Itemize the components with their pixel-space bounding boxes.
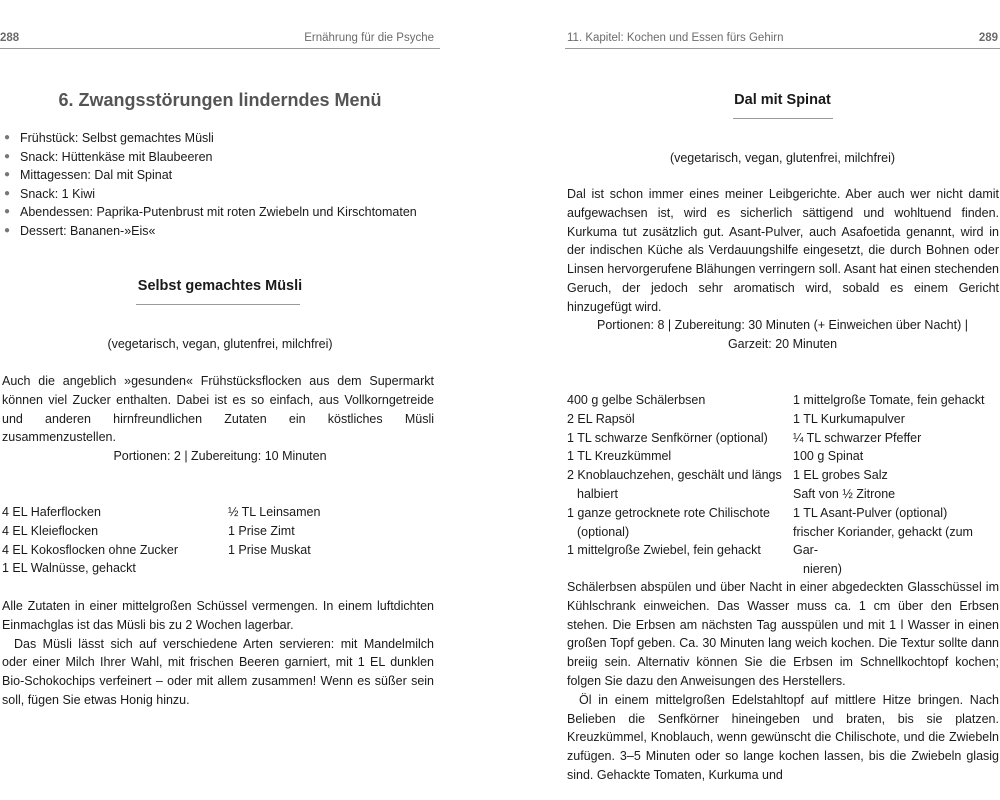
running-head: 11. Kapitel: Kochen und Essen fürs Gehirn <box>567 32 784 44</box>
list-item: ● Snack: 1 Kiwi <box>4 186 96 201</box>
recipe-instructions <box>567 578 999 785</box>
instruction-paragraph: Öl in einem mittelgroßen Edelstahltopf auf mittlere Hitze bringen. Nach Belieben die Senfkörner hineingeben und braten, bis sie platzen. Kreuzkümmel, Knoblauch, wenn gewünscht die Chilischote, und die Zwiebeln zufügen. 3–5 Minuten oder so lange kochen lassen, bis die Zwiebeln glasig sind. Gehackte Tomaten, Kurkuma und <box>567 692 999 782</box>
list-item: ● Frühstück: Selbst gemachtes Müsli <box>4 131 214 145</box>
ingredient: 1 Prise Zimt <box>228 523 295 538</box>
recipe-intro: Dal ist schon immer eines meiner Leibgerichte. Aber auch wer nicht damit aufgewachsen ist, wird es sicherlich sättigend und wohltuend finden. Kurkuma tut zusätzlich gut. Asant-Pulver, auch Asafoetida genannt, wird in der indischen Küche als Verdauungshilfe eingesetzt, die durch Bohnen oder Linsen hervorgerufene Blähungen verringern soll. Asant hat einen stechenden Geruch, der jedoch sehr aromatisch wird, sobald es einem Gericht hinzugefügt wird. <box>567 187 999 314</box>
left-page-header <box>0 28 440 49</box>
right-page <box>565 0 1000 800</box>
list-item: ● Dessert: Bananen-»Eis« <box>4 223 156 238</box>
ingredient: Saft von ½ Zitrone <box>793 486 896 501</box>
ingredient: 1 Prise Muskat <box>228 542 311 557</box>
page-number: 288 <box>0 32 20 44</box>
ingredient: 1 TL schwarze Senfkörner (optional) <box>567 430 768 445</box>
recipe-title: Selbst gemachtes Müsli <box>137 278 303 294</box>
ingredient: 1 TL Kreuzkümmel <box>567 449 672 464</box>
ingredient-list-right <box>228 503 438 559</box>
ingredient-list-right <box>793 391 1000 579</box>
ingredient: 4 EL Haferflocken <box>2 505 101 519</box>
recipe-title: Dal mit Spinat <box>734 92 831 108</box>
ingredient: 1 ganze getrocknete rote Chilischote <box>567 505 770 520</box>
menu-title: 6. Zwangsstörungen linderndes Menü <box>58 90 382 110</box>
ingredient: 1 EL grobes Salz <box>793 468 888 483</box>
ingredient: 4 EL Kleieflocken <box>2 523 99 538</box>
recipe-tags: (vegetarisch, vegan, glutenfrei, milchfrei) <box>669 151 896 165</box>
ingredient: 4 EL Kokosflocken ohne Zucker <box>2 542 179 557</box>
ingredient: frischer Koriander, gehackt (zum Gar- <box>793 524 973 558</box>
ingredient-continuation: (optional) <box>577 524 630 539</box>
left-page <box>0 0 440 800</box>
running-head: Ernährung für die Psyche <box>304 32 434 44</box>
ingredient-continuation: nieren) <box>803 562 842 577</box>
title-underline <box>733 118 833 119</box>
recipe-servings: Portionen: 2 | Zubereitung: 10 Minuten <box>113 449 327 463</box>
ingredient: 1 mittelgroße Tomate, fein gehackt <box>793 393 985 407</box>
ingredient: ¼ TL schwarzer Pfeffer <box>793 430 922 445</box>
ingredient: 400 g gelbe Schälerbsen <box>567 393 706 407</box>
list-item: ● Mittagessen: Dal mit Spinat <box>4 168 173 183</box>
ingredient: 100 g Spinat <box>793 449 864 464</box>
instruction-paragraph: Schälerbsen abspülen und über Nacht in einer abgedeckten Glasschüssel im Kühlschrank einweichen. Das Wasser muss ca. 1 cm über den Erbsen stehen. Die Erbsen am nächsten Tag ausspülen und mit 1 l Wasser in einen großen Topf geben. Ca. 30 Minuten lang weich kochen. Die Textur sollte dann breiig sein. Alternativ können Sie die Erbsen im Schnellkochtopf kochen; folgen Sie dazu den Anweisungen des Herstellers. <box>567 580 999 688</box>
ingredient: 1 mittelgroße Zwiebel, fein gehackt <box>567 543 761 558</box>
title-underline <box>136 304 300 305</box>
recipe-instructions <box>2 597 434 710</box>
instruction-paragraph: Alle Zutaten in einer mittelgroßen Schüssel vermengen. In einem luftdichten Einmachglas ist das Müsli bis zu 2 Wochen lagerbar. <box>2 599 434 632</box>
recipe-intro: Auch die angeblich »gesunden« Frühstücksflocken aus dem Supermarkt können viel Zucker enthalten. Dabei ist es so einfach, aus Vollkorngetreide und anderen hirnfreundlichen Zutaten ein köstliches Müsli zusammenzustellen. <box>2 374 434 445</box>
ingredient: ½ TL Leinsamen <box>228 505 321 519</box>
menu-list <box>0 129 440 241</box>
list-item: ● Snack: Hüttenkäse mit Blaubeeren <box>4 149 213 164</box>
ingredient-list-left <box>567 391 789 560</box>
ingredient: 2 EL Rapsöl <box>567 411 635 426</box>
ingredient: 2 Knoblauchzehen, geschält und längs <box>567 468 782 483</box>
ingredient-continuation: halbiert <box>577 486 618 501</box>
list-item: ● Abendessen: Paprika-Putenbrust mit roten Zwiebeln und Kirschtomaten <box>4 205 417 220</box>
recipe-tags: (vegetarisch, vegan, glutenfrei, milchfrei) <box>107 337 333 351</box>
recipe-servings: Portionen: 8 | Zubereitung: 30 Minuten (+ Einweichen über Nacht) | Garzeit: 20 Minuten <box>597 318 968 351</box>
instruction-paragraph: Das Müsli lässt sich auf verschiedene Arten servieren: mit Mandelmilch oder einer Milch Ihrer Wahl, mit frischen Beeren garniert, mit 1 EL dunklen Bio-Schokochips verfeinert – oder mit allem zusammen! Wenn es süßer sein soll, fügen Sie etwas Honig hinzu. <box>2 636 434 707</box>
ingredient: 1 TL Kurkumapulver <box>793 411 905 426</box>
ingredient: 1 TL Asant-Pulver (optional) <box>793 505 948 520</box>
ingredient-list-left <box>2 503 222 578</box>
right-page-header <box>565 28 1000 49</box>
ingredient: 1 EL Walnüsse, gehackt <box>2 561 136 576</box>
page-number: 289 <box>978 32 998 44</box>
